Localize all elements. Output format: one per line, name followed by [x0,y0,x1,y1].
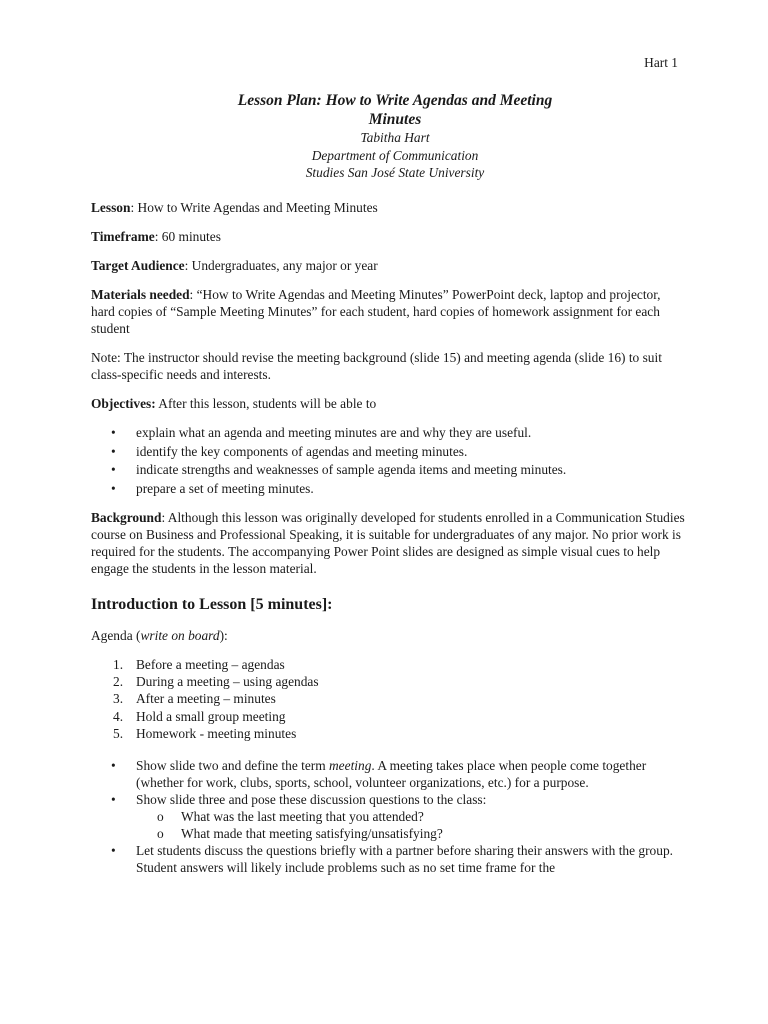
list-item-text: Before a meeting – agendas [136,656,285,672]
list-item [91,461,685,478]
running-header: Hart 1 [644,55,678,70]
step-text: Show slide three and pose these discussion questions to the class: [136,792,487,808]
list-item [91,791,685,842]
step-text-italic: meeting [329,758,372,774]
list-item [91,757,685,791]
bullet-icon: • [111,443,116,459]
bullet-icon: • [111,843,116,859]
materials-field [91,286,685,337]
lesson-label: Lesson [91,200,131,215]
list-item-text: explain what an agenda and meeting minutes are and why they are useful. [136,425,532,440]
agenda-intro [91,627,685,644]
bullet-icon: • [111,425,116,440]
background-field [91,509,685,577]
bullet-icon: • [111,792,116,808]
sub-list-item [136,808,685,825]
timeframe-value: : 60 minutes [154,229,221,244]
audience-label: Target Audience [91,258,185,273]
author-department: Department of Communication [311,147,479,163]
list-item [91,656,685,673]
list-item-text: prepare a set of meeting minutes. [136,480,314,496]
materials-value: : “How to Write Agendas and Meeting Minutes” PowerPoint deck, laptop and projector, hard copies of “Sample Meeting Minutes” for each student, hard copies of homework assignment for each student [91,287,661,336]
procedure-list [91,757,685,876]
list-item [91,424,685,441]
audience-field [91,257,685,274]
author-name: Tabitha Hart [360,130,430,145]
agenda-prefix: Agenda ( [91,627,141,643]
agenda-italic: write on board [140,627,220,643]
author-block [0,129,768,182]
agenda-list [91,656,685,743]
list-number: 5. [113,726,124,742]
lesson-value: : How to Write Agendas and Meeting Minutes [130,200,378,215]
bullet-icon: • [111,462,116,477]
list-item-text: After a meeting – minutes [136,691,276,707]
title-line-1: Lesson Plan: How to Write Agendas and Meeting [237,92,553,109]
objectives-label: Objectives: [91,396,156,411]
author-university: Studies San José State University [305,165,485,180]
section-heading: Introduction to Lesson [5 minutes]: [91,595,333,613]
materials-label: Materials needed [91,287,190,302]
list-number: 1. [113,656,124,672]
timeframe-field [91,228,685,245]
step-text: Let students discuss the questions briefly with a partner before sharing their answers with the group. Student answers will likely include problems such as no set time frame for the [136,843,673,876]
lesson-title [0,91,768,129]
timeframe-label: Timeframe [91,229,155,244]
note-paragraph: Note: The instructor should revise the meeting background (slide 15) and meeting agenda (slide 16) to suit class-specific needs and interests. [91,350,662,382]
list-item-text: indicate strengths and weaknesses of sample agenda items and meeting minutes. [136,462,567,477]
sub-list-item [136,825,685,842]
step-text-pre: Show slide two and define the term [136,758,330,774]
list-item-text: Hold a small group meeting [136,708,286,724]
list-item [91,725,685,742]
list-number: 2. [113,673,124,689]
bullet-icon: • [111,758,116,774]
lesson-field [91,199,685,216]
bullet-icon: • [111,480,116,496]
list-item [91,443,685,460]
background-label: Background [91,509,162,525]
document-body [91,199,685,888]
objectives-value: After this lesson, students will be able to [155,396,377,411]
question-text: What was the last meeting that you attended? [181,809,424,825]
step-text-post: . A meeting takes place when people come together (whether for work, clubs, sports, school, volunteer organizations, etc.) for a purpose. [136,758,647,791]
list-item [91,708,685,725]
list-number: 4. [113,708,124,724]
list-item-text: During a meeting – using agendas [136,673,319,689]
background-value: : Although this lesson was originally developed for students enrolled in a Communication Studies course on Business and Professional Speaking, it is suitable for undergraduates of any major. No prior work is required for the students. The accompanying Power Point slides are designed as simple visual cues to help engage the students in the lesson material. [91,509,685,576]
title-line-2: Minutes [368,111,422,128]
list-item [91,480,685,497]
objectives-field [91,395,685,412]
question-list [136,808,685,842]
circle-bullet-icon: o [157,826,164,842]
list-item-text: identify the key components of agendas and meeting minutes. [136,443,468,459]
agenda-suffix: ): [219,627,228,643]
list-item-text: Homework - meeting minutes [136,726,297,742]
question-text: What made that meeting satisfying/unsatisfying? [181,826,443,842]
audience-value: : Undergraduates, any major or year [184,258,378,273]
circle-bullet-icon: o [157,809,164,825]
list-item [91,673,685,690]
list-item [91,690,685,707]
objectives-list [91,424,685,497]
list-number: 3. [113,691,124,707]
list-item [91,842,685,876]
